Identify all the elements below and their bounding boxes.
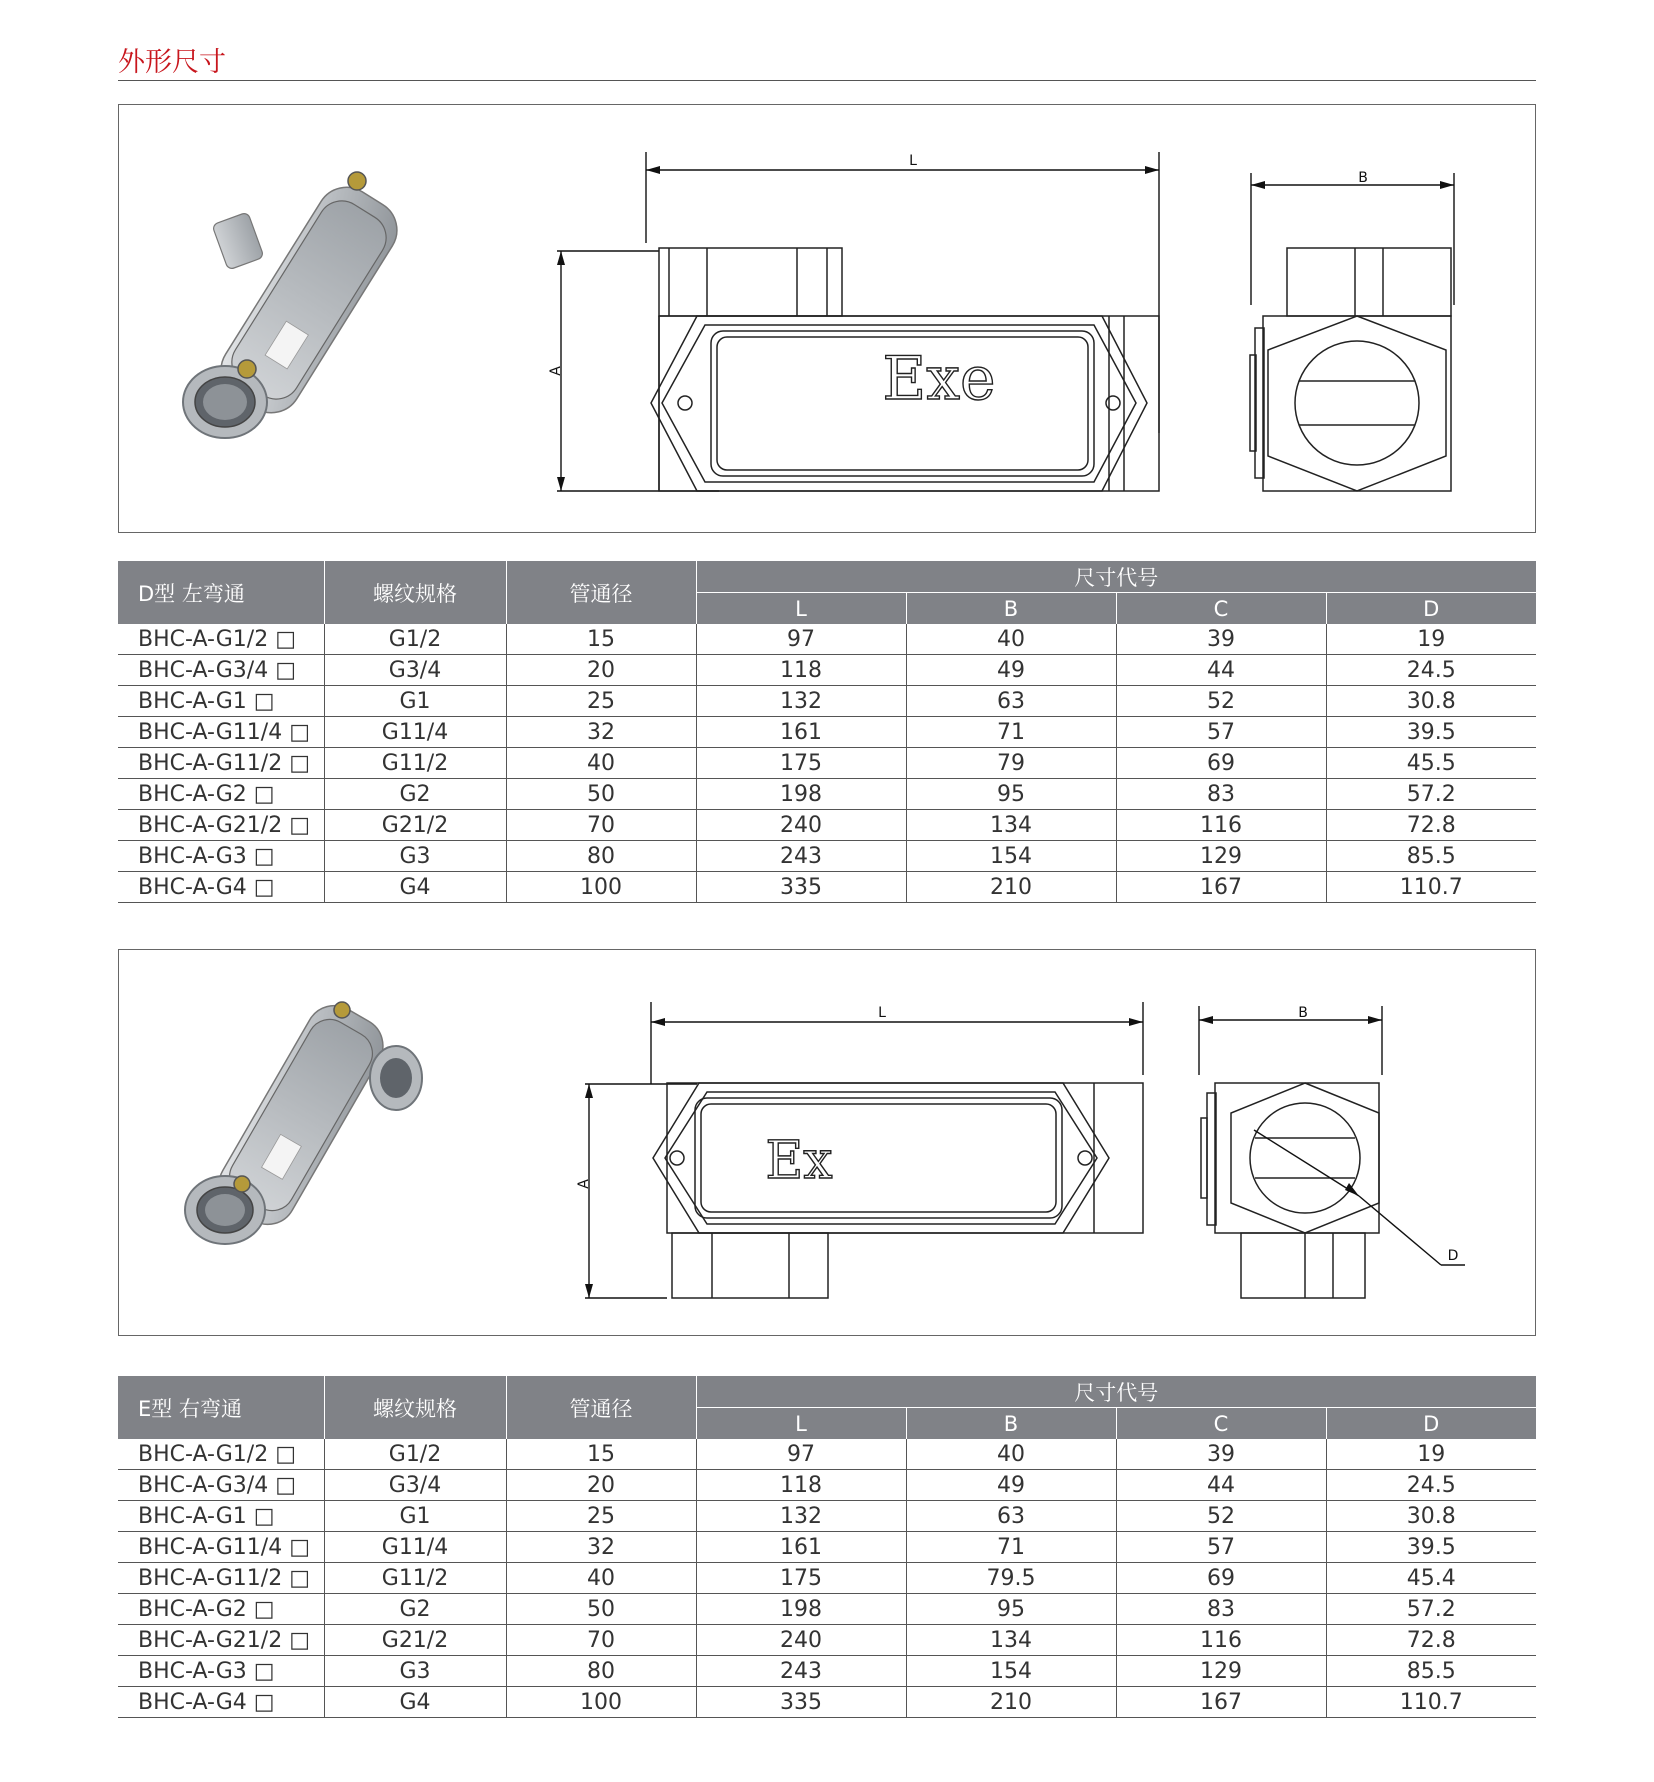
cell-l: 161 bbox=[696, 717, 906, 748]
cell-d: 110.7 bbox=[1326, 872, 1536, 903]
cell-bore: 20 bbox=[506, 1470, 696, 1501]
cell-thread: G1 bbox=[324, 1501, 506, 1532]
dimension-label-b: B bbox=[1298, 1005, 1308, 1021]
cell-c: 69 bbox=[1116, 1563, 1326, 1594]
cell-d: 19 bbox=[1326, 1439, 1536, 1470]
cell-c: 129 bbox=[1116, 841, 1326, 872]
dimension-line-d bbox=[1254, 1130, 1359, 1196]
col-header-model: E型 右弯通 bbox=[118, 1376, 324, 1439]
cell-b: 63 bbox=[906, 686, 1116, 717]
col-header-thread: 螺纹规格 bbox=[324, 561, 506, 624]
cell-thread: G4 bbox=[324, 1687, 506, 1718]
col-header-b: B bbox=[906, 1408, 1116, 1440]
cell-l: 132 bbox=[696, 1501, 906, 1532]
col-header-dimension-group: 尺寸代号 bbox=[696, 561, 1536, 593]
cell-l: 118 bbox=[696, 1470, 906, 1501]
table-row bbox=[118, 779, 1536, 810]
cell-model: BHC-A-G21/2 □ bbox=[118, 810, 324, 841]
cell-model: BHC-A-G1 □ bbox=[118, 1501, 324, 1532]
cell-bore: 50 bbox=[506, 1594, 696, 1625]
side-view-e-type bbox=[1199, 1005, 1465, 1298]
col-header-bore: 管通径 bbox=[506, 1376, 696, 1439]
drawing-d-type bbox=[119, 105, 1535, 532]
cell-thread: G3 bbox=[324, 841, 506, 872]
ex-marking: Ex bbox=[765, 1131, 833, 1191]
cell-l: 97 bbox=[696, 624, 906, 655]
cell-bore: 32 bbox=[506, 1532, 696, 1563]
cell-thread: G2 bbox=[324, 1594, 506, 1625]
cell-l: 240 bbox=[696, 1625, 906, 1656]
col-header-l: L bbox=[696, 1408, 906, 1440]
cell-c: 44 bbox=[1116, 655, 1326, 686]
front-view-d-type bbox=[548, 152, 1159, 491]
cell-b: 79.5 bbox=[906, 1563, 1116, 1594]
cell-c: 52 bbox=[1116, 1501, 1326, 1532]
cell-bore: 40 bbox=[506, 1563, 696, 1594]
cell-thread: G21/2 bbox=[324, 1625, 506, 1656]
cell-c: 116 bbox=[1116, 1625, 1326, 1656]
dimension-label-b: B bbox=[1358, 170, 1368, 186]
cell-b: 134 bbox=[906, 1625, 1116, 1656]
table-row bbox=[118, 1470, 1536, 1501]
title-divider bbox=[118, 80, 1536, 81]
cell-model: BHC-A-G3/4 □ bbox=[118, 1470, 324, 1501]
cell-b: 49 bbox=[906, 1470, 1116, 1501]
cell-model: BHC-A-G4 □ bbox=[118, 1687, 324, 1718]
cell-model: BHC-A-G3 □ bbox=[118, 841, 324, 872]
col-header-b: B bbox=[906, 593, 1116, 625]
cell-l: 198 bbox=[696, 1594, 906, 1625]
cell-d: 24.5 bbox=[1326, 1470, 1536, 1501]
cell-bore: 80 bbox=[506, 1656, 696, 1687]
cell-l: 118 bbox=[696, 655, 906, 686]
cell-bore: 70 bbox=[506, 810, 696, 841]
cell-d: 85.5 bbox=[1326, 841, 1536, 872]
cell-c: 44 bbox=[1116, 1470, 1326, 1501]
dimension-label-a: A bbox=[548, 366, 564, 376]
dimension-label-a: A bbox=[576, 1179, 592, 1189]
cell-d: 39.5 bbox=[1326, 717, 1536, 748]
spec-table-d-type bbox=[118, 561, 1536, 903]
table-row bbox=[118, 1532, 1536, 1563]
cell-l: 335 bbox=[696, 1687, 906, 1718]
cell-l: 161 bbox=[696, 1532, 906, 1563]
cell-c: 167 bbox=[1116, 872, 1326, 903]
cell-bore: 32 bbox=[506, 717, 696, 748]
cell-model: BHC-A-G21/2 □ bbox=[118, 1625, 324, 1656]
cell-c: 167 bbox=[1116, 1687, 1326, 1718]
cell-d: 24.5 bbox=[1326, 655, 1536, 686]
cell-l: 198 bbox=[696, 779, 906, 810]
col-header-d: D bbox=[1326, 593, 1536, 625]
col-header-dimension-group: 尺寸代号 bbox=[696, 1376, 1536, 1408]
cell-c: 83 bbox=[1116, 1594, 1326, 1625]
cell-thread: G11/4 bbox=[324, 1532, 506, 1563]
cell-model: BHC-A-G1/2 □ bbox=[118, 624, 324, 655]
cell-bore: 25 bbox=[506, 686, 696, 717]
cell-b: 154 bbox=[906, 841, 1116, 872]
cell-d: 57.2 bbox=[1326, 779, 1536, 810]
cell-bore: 25 bbox=[506, 1501, 696, 1532]
cell-bore: 100 bbox=[506, 872, 696, 903]
col-header-model: D型 左弯通 bbox=[118, 561, 324, 624]
spec-table-e-type bbox=[118, 1376, 1536, 1718]
cell-model: BHC-A-G2 □ bbox=[118, 779, 324, 810]
cell-l: 243 bbox=[696, 1656, 906, 1687]
cell-c: 129 bbox=[1116, 1656, 1326, 1687]
cell-d: 19 bbox=[1326, 624, 1536, 655]
cell-model: BHC-A-G11/4 □ bbox=[118, 1532, 324, 1563]
cell-d: 30.8 bbox=[1326, 1501, 1536, 1532]
cell-d: 57.2 bbox=[1326, 1594, 1536, 1625]
cell-l: 132 bbox=[696, 686, 906, 717]
table-row bbox=[118, 1563, 1536, 1594]
cell-bore: 70 bbox=[506, 1625, 696, 1656]
exe-marking: Exe bbox=[882, 344, 996, 414]
cell-model: BHC-A-G4 □ bbox=[118, 872, 324, 903]
cell-l: 97 bbox=[696, 1439, 906, 1470]
cell-b: 71 bbox=[906, 1532, 1116, 1563]
cell-b: 154 bbox=[906, 1656, 1116, 1687]
cell-model: BHC-A-G1 □ bbox=[118, 686, 324, 717]
cell-d: 45.5 bbox=[1326, 748, 1536, 779]
cell-c: 52 bbox=[1116, 686, 1326, 717]
table-row bbox=[118, 1501, 1536, 1532]
cell-thread: G21/2 bbox=[324, 810, 506, 841]
cell-l: 335 bbox=[696, 872, 906, 903]
table-row bbox=[118, 1687, 1536, 1718]
table-row bbox=[118, 624, 1536, 655]
cell-c: 57 bbox=[1116, 717, 1326, 748]
col-header-thread: 螺纹规格 bbox=[324, 1376, 506, 1439]
table-row bbox=[118, 1656, 1536, 1687]
cell-c: 39 bbox=[1116, 1439, 1326, 1470]
drawing-e-type bbox=[119, 950, 1535, 1335]
cell-bore: 15 bbox=[506, 1439, 696, 1470]
cell-bore: 40 bbox=[506, 748, 696, 779]
page-title: 外形尺寸 bbox=[118, 47, 226, 78]
cell-b: 210 bbox=[906, 872, 1116, 903]
cell-b: 79 bbox=[906, 748, 1116, 779]
col-header-bore: 管通径 bbox=[506, 561, 696, 624]
cell-thread: G1/2 bbox=[324, 624, 506, 655]
cell-model: BHC-A-G11/2 □ bbox=[118, 748, 324, 779]
cell-thread: G2 bbox=[324, 779, 506, 810]
cell-thread: G3/4 bbox=[324, 655, 506, 686]
cell-bore: 100 bbox=[506, 1687, 696, 1718]
cell-c: 39 bbox=[1116, 624, 1326, 655]
table-row bbox=[118, 717, 1536, 748]
table-row bbox=[118, 748, 1536, 779]
cell-d: 72.8 bbox=[1326, 810, 1536, 841]
cell-model: BHC-A-G11/4 □ bbox=[118, 717, 324, 748]
cell-model: BHC-A-G2 □ bbox=[118, 1594, 324, 1625]
cell-c: 57 bbox=[1116, 1532, 1326, 1563]
dimension-label-l: L bbox=[878, 1005, 886, 1021]
col-header-d: D bbox=[1326, 1408, 1536, 1440]
cell-thread: G3 bbox=[324, 1656, 506, 1687]
cell-b: 40 bbox=[906, 624, 1116, 655]
cell-thread: G1 bbox=[324, 686, 506, 717]
cell-b: 63 bbox=[906, 1501, 1116, 1532]
cell-d: 110.7 bbox=[1326, 1687, 1536, 1718]
col-header-c: C bbox=[1116, 1408, 1326, 1440]
cell-model: BHC-A-G3 □ bbox=[118, 1656, 324, 1687]
cell-model: BHC-A-G1/2 □ bbox=[118, 1439, 324, 1470]
product-photo-e-type bbox=[185, 995, 422, 1244]
cell-b: 49 bbox=[906, 655, 1116, 686]
cell-model: BHC-A-G3/4 □ bbox=[118, 655, 324, 686]
front-view-e-type bbox=[576, 1002, 1143, 1298]
table-row bbox=[118, 655, 1536, 686]
cell-bore: 20 bbox=[506, 655, 696, 686]
side-view-d-type bbox=[1250, 170, 1454, 491]
cell-b: 95 bbox=[906, 779, 1116, 810]
cell-thread: G11/2 bbox=[324, 1563, 506, 1594]
table-row bbox=[118, 1594, 1536, 1625]
table-row bbox=[118, 686, 1536, 717]
cell-b: 40 bbox=[906, 1439, 1116, 1470]
cell-bore: 80 bbox=[506, 841, 696, 872]
cell-model: BHC-A-G11/2 □ bbox=[118, 1563, 324, 1594]
col-header-l: L bbox=[696, 593, 906, 625]
dimension-label-l: L bbox=[909, 153, 917, 169]
cell-thread: G1/2 bbox=[324, 1439, 506, 1470]
cell-l: 240 bbox=[696, 810, 906, 841]
cell-c: 83 bbox=[1116, 779, 1326, 810]
cell-b: 95 bbox=[906, 1594, 1116, 1625]
cell-b: 210 bbox=[906, 1687, 1116, 1718]
cell-l: 175 bbox=[696, 1563, 906, 1594]
cell-d: 72.8 bbox=[1326, 1625, 1536, 1656]
col-header-c: C bbox=[1116, 593, 1326, 625]
cell-c: 116 bbox=[1116, 810, 1326, 841]
cell-thread: G3/4 bbox=[324, 1470, 506, 1501]
cell-d: 30.8 bbox=[1326, 686, 1536, 717]
cell-d: 39.5 bbox=[1326, 1532, 1536, 1563]
cell-d: 85.5 bbox=[1326, 1656, 1536, 1687]
cell-thread: G11/4 bbox=[324, 717, 506, 748]
table-row bbox=[118, 841, 1536, 872]
cell-l: 175 bbox=[696, 748, 906, 779]
cell-b: 71 bbox=[906, 717, 1116, 748]
cell-l: 243 bbox=[696, 841, 906, 872]
table-row bbox=[118, 1625, 1536, 1656]
cell-b: 134 bbox=[906, 810, 1116, 841]
cell-bore: 50 bbox=[506, 779, 696, 810]
figure-d-type bbox=[118, 104, 1536, 533]
table-row bbox=[118, 872, 1536, 903]
cell-c: 69 bbox=[1116, 748, 1326, 779]
cell-thread: G4 bbox=[324, 872, 506, 903]
dimension-label-d: D bbox=[1447, 1248, 1459, 1264]
table-row bbox=[118, 1439, 1536, 1470]
cell-bore: 15 bbox=[506, 624, 696, 655]
cell-d: 45.4 bbox=[1326, 1563, 1536, 1594]
figure-e-type bbox=[118, 949, 1536, 1336]
cell-thread: G11/2 bbox=[324, 748, 506, 779]
product-photo-d-type bbox=[183, 172, 408, 438]
table-row bbox=[118, 810, 1536, 841]
